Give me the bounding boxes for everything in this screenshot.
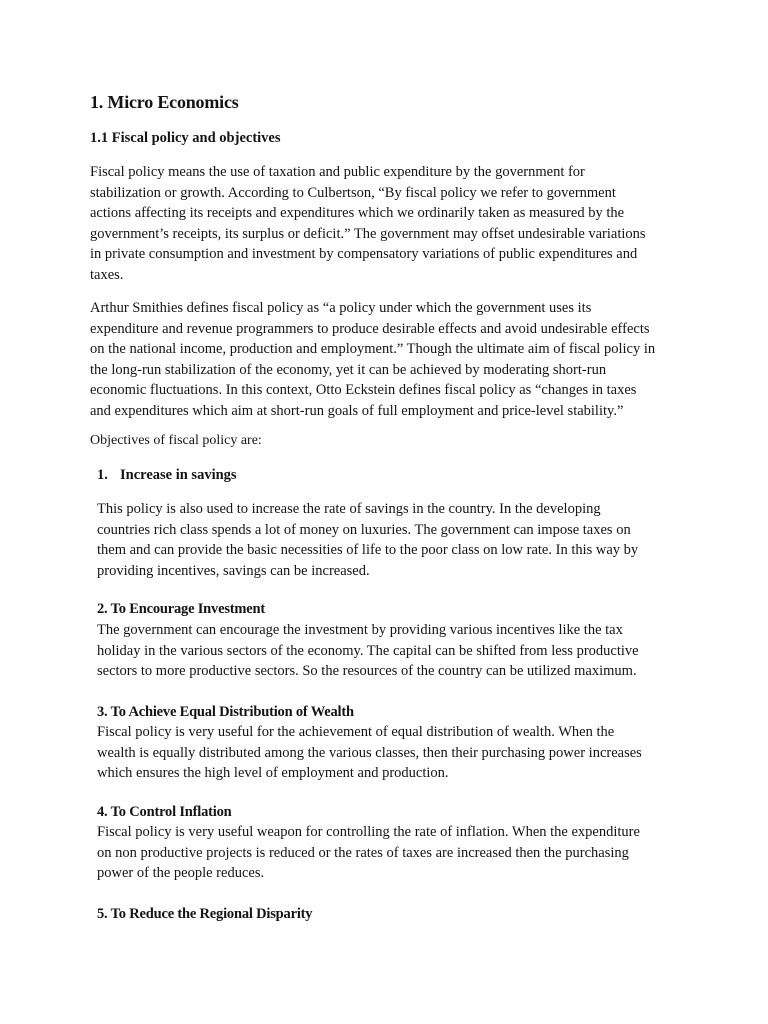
objective-heading-3: 3. To Achieve Equal Distribution of Wealth	[97, 704, 354, 720]
paragraph-line: countries rich class spends a lot of money on luxuries. The government can impose taxes on	[97, 521, 631, 538]
paragraph-line: government’s receipts, its surplus or deficit.” The government may offset undesirable variations	[90, 225, 646, 242]
objectives-intro: Objectives of fiscal policy are:	[90, 433, 262, 448]
paragraph-line: Fiscal policy is very useful weapon for controlling the rate of inflation. When the expenditure	[97, 824, 640, 840]
paragraph-line: them and can provide the basic necessities of life to the poor class on low rate. In this way by	[97, 542, 639, 559]
objective-body-4	[97, 822, 640, 884]
list-number: 1.	[97, 467, 108, 483]
objective-heading-text: Increase in savings	[120, 467, 237, 483]
objective-body-2	[97, 620, 639, 682]
paragraph-line: Fiscal policy is very useful for the achievement of equal distribution of wealth. When the	[97, 724, 615, 740]
objective-heading-1	[97, 467, 237, 484]
objective-heading-4: 4. To Control Inflation	[97, 804, 232, 820]
paragraph-line: expenditure and revenue programmers to produce desirable effects and avoid undesirable effects	[90, 320, 650, 337]
paragraph-line: in private consumption and investment by compensatory variations of public expenditures and	[90, 246, 638, 263]
paragraph-line: sectors to more productive sectors. So the resources of the country can be utilized maximum.	[97, 663, 637, 680]
paragraph-line: on the national income, production and employment.” Though the ultimate aim of fiscal policy in	[90, 341, 656, 358]
paragraph-line: economic fluctuations. In this context, Otto Eckstein defines fiscal policy as “changes in taxes	[90, 382, 637, 399]
objective-heading-2: 2. To Encourage Investment	[97, 601, 266, 617]
paragraph-smithies	[90, 298, 655, 422]
paragraph-line: stabilization or growth. According to Culbertson, “By fiscal policy we refer to government	[90, 184, 616, 201]
paragraph-line: wealth is equally distributed among the various classes, then their purchasing power increases	[97, 744, 642, 761]
paragraph-line: This policy is also used to increase the rate of savings in the country. In the developing	[97, 501, 601, 517]
paragraph-line: holiday in the various sectors of the economy. The capital can be shifted from less productive	[97, 642, 639, 659]
paragraph-line: The government can encourage the investment by providing various incentives like the tax	[97, 622, 623, 638]
paragraph-line: Arthur Smithies defines fiscal policy as “a policy under which the government uses its	[90, 300, 592, 316]
paragraph-line: which ensures the high level of employment and production.	[97, 765, 449, 782]
document-title: 1. Micro Economics	[90, 92, 239, 112]
paragraph-line: taxes.	[90, 266, 124, 283]
paragraph-line: on non productive projects is reduced or the rates of taxes are increased then the purchasing	[97, 844, 629, 861]
paragraph-line: and expenditures which aim at short-run goals of full employment and price-level stability.”	[90, 402, 624, 419]
paragraph-line: actions affecting its receipts and expenditures which we ordinarily taken as measured by the	[90, 205, 625, 222]
paragraph-line: Fiscal policy means the use of taxation and public expenditure by the government for	[90, 164, 585, 180]
paragraph-line: power of the people reduces.	[97, 865, 265, 882]
paragraph-line: providing incentives, savings can be increased.	[97, 562, 370, 579]
section-subtitle: 1.1 Fiscal policy and objectives	[90, 130, 281, 146]
paragraph-line: the long-run stabilization of the economy, yet it can be achieved by moderating short-run	[90, 361, 607, 378]
paragraph-definition	[90, 162, 646, 286]
objective-body-1	[97, 499, 638, 581]
objective-body-3	[97, 722, 642, 784]
objective-heading-5: 5. To Reduce the Regional Disparity	[97, 906, 313, 922]
